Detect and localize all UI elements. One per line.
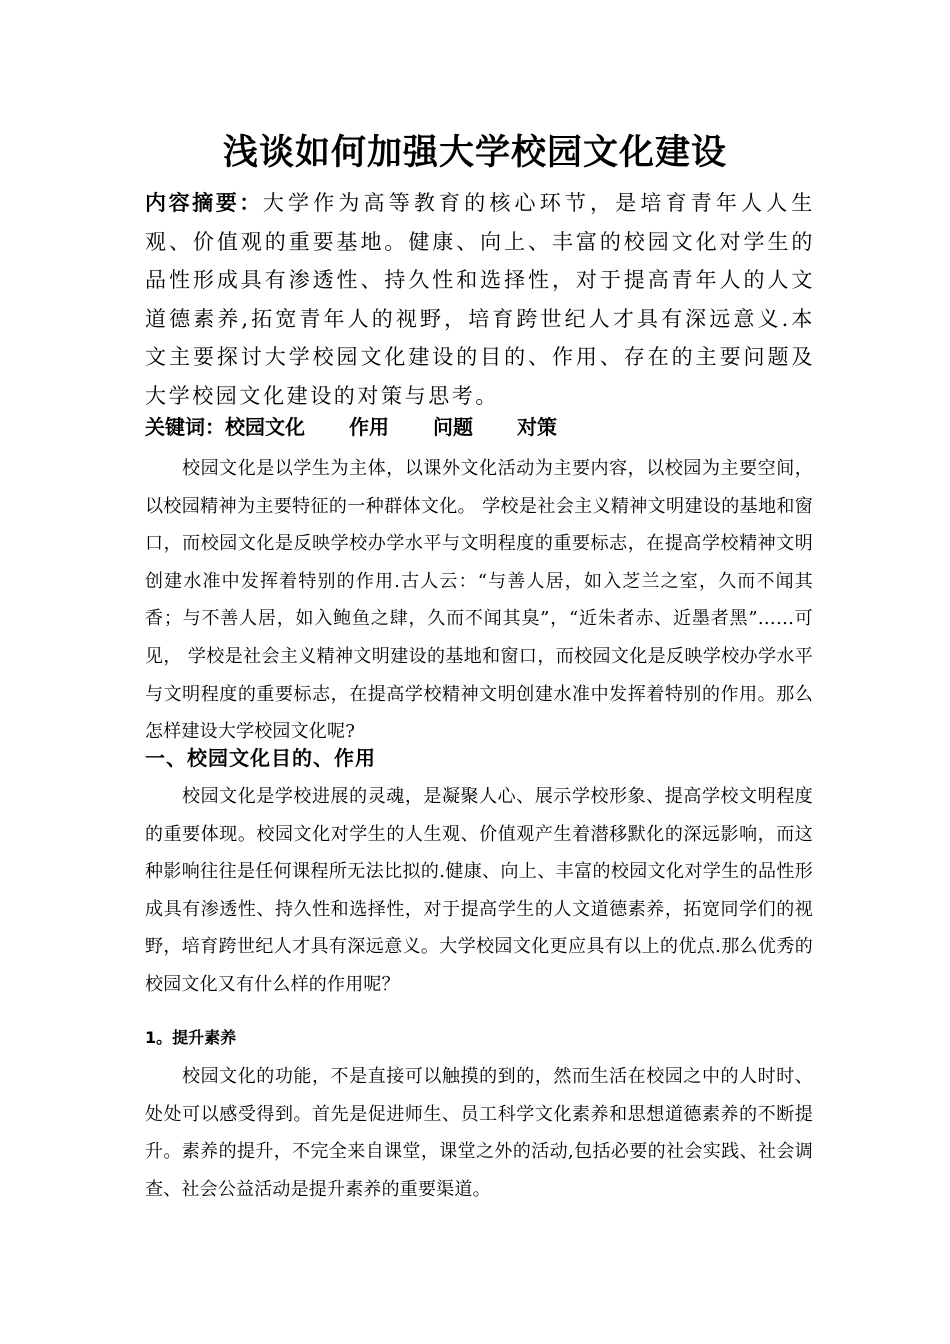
keywords-label: 关键词： xyxy=(145,415,225,439)
body-paragraph: 校园文化是学校进展的灵魂，是凝聚人心、展示学校形象、提高学校文明程度的重要体现。校园文化对学生的人生观、价值观产生着潜移默化的深远影响，而这种影响往往是任何课程所无法比拟的.健康、向上、丰富的校园文化对学生的品性形成具有渗透性、持久性和选择性，对于提高学生的人文道德素养，拓宽同学们的视野，培育跨世纪人才具有深远意义。大学校园文化更应具有以上的优点.那么优秀的校园文化又有什么样的作用呢？ xyxy=(145,786,813,995)
keyword: 问题 xyxy=(433,415,473,439)
subsection-heading: 1。提升素养 xyxy=(145,1028,237,1047)
body-paragraph: 校园文化的功能，不是直接可以触摸的到的，然而生活在校园之中的人时时、处处可以感受得到。首先是促进师生、员工科学文化素养和思想道德素养的不断提升。素养的提升，不完全来自课堂，课堂之外的活动,包括必要的社会实践、社会调查、社会公益活动是提升素养的重要渠道。 xyxy=(145,1066,813,1200)
abstract-text: 大学作为高等教育的核心环节，是培育青年人人生观、价值观的重要基地。健康、向上、丰富的校园文化对学生的品性形成具有渗透性、持久性和选择性，对于提高青年人的人文道德素养,拓宽青年人的视野，培育跨世纪人才具有深远意义.本文主要探讨大学校园文化建设的目的、作用、存在的主要问题及大学校园文化建设的对策与思考。 xyxy=(145,191,816,408)
document-title: 浅谈如何加强大学校园文化建设 xyxy=(222,133,727,173)
keyword: 作用 xyxy=(349,415,389,439)
abstract-label: 内容摘要： xyxy=(145,191,263,215)
body-paragraph: 校园文化是以学生为主体，以课外文化活动为主要内容，以校园为主要空间，以校园精神为主要特征的一种群体文化。 学校是社会主义精神文明建设的基地和窗口，而校园文化是反映学校办学水平与文明程度的重要标志，在提高学校精神文明创建水准中发挥着特别的作用.古人云：“与善人居，如入芝兰之室，久而不闻其香；与不善人居，如入鲍鱼之肆，久而不闻其臭”，“近朱者赤、近墨者黑”……可见， 学校是社会主义精神文明建设的基地和窗口，而校园文化是反映学校办学水平与文明程度的重要标志，在提高学校精神文明创建水准中发挥着特别的作用。那么怎样建设大学校园文化呢? xyxy=(145,458,813,743)
abstract xyxy=(145,184,815,415)
section-heading: 一、校园文化目的、作用 xyxy=(145,746,376,770)
keyword: 校园文化 xyxy=(225,415,305,439)
keyword: 对策 xyxy=(517,415,557,439)
keywords xyxy=(145,409,557,445)
